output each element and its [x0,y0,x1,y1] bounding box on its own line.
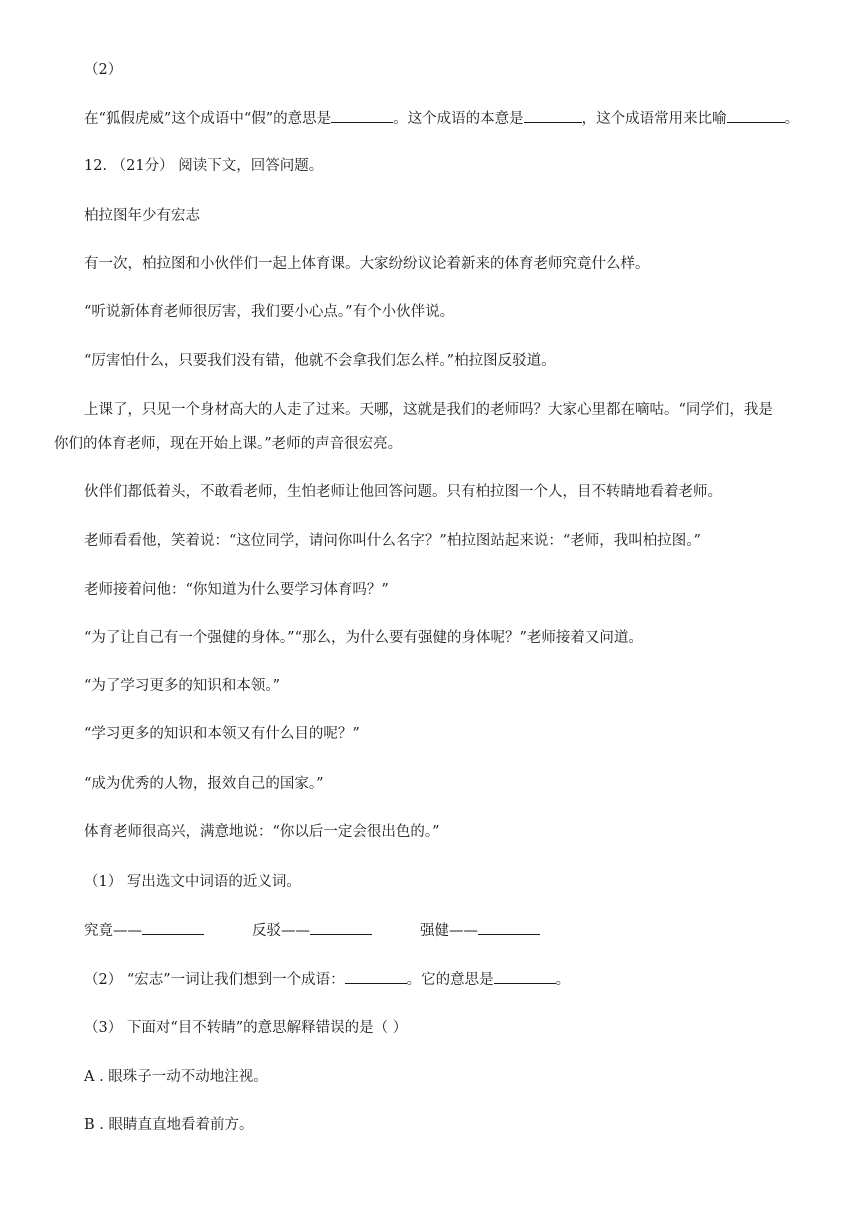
q12-sub2-text-c: 。 [555,972,571,988]
option-a[interactable]: A . 眼珠子一动不动地注视。 [84,1069,268,1085]
passage-paragraph-continued: 你们的体育老师，现在开始上课。”老师的声音很宏亮。 [54,436,403,452]
q12-sub3-label: （3） 下面对“目不转睛”的意思解释错误的是（ ） [84,1020,408,1036]
passage-paragraph: 老师看看他，笑着说：“这位同学，请问你叫什么名字？”柏拉图站起来说：“老师，我叫柏拉图。” [84,533,701,549]
answer-blank[interactable] [727,108,785,123]
passage-paragraph: “成为优秀的人物，报效自己的国家。” [84,776,324,792]
answer-blank[interactable] [478,920,540,935]
passage-paragraph: 伙伴们都低着头，不敢看老师，生怕老师让他回答问题。只有柏拉图一个人，目不转睛地看着老师。 [84,484,722,500]
q12-sub2-text-b: 。它的意思是 [406,972,494,988]
q12-sub2-question [84,969,570,990]
passage-paragraph: 上课了，只见一个身材高大的人走了过来。天哪，这就是我们的老师吗？大家心里都在嘀咕。“同学们，我是 [84,402,773,418]
q11-sub2-question [84,108,799,129]
answer-blank[interactable] [345,969,407,984]
q12-sub1-label: （1） 写出选文中词语的近义词。 [84,874,301,890]
synonym-word: 究竟—— [84,923,142,939]
answer-blank[interactable] [142,920,204,935]
q11-sub2-text-c: ，这个成语常用来比喻 [581,111,727,127]
passage-title: 柏拉图年少有宏志 [84,208,200,224]
synonym-word: 反驳—— [252,923,310,939]
synonym-item [252,920,420,941]
passage-paragraph: “厉害怕什么，只要我们没有错，他就不会拿我们怎么样。”柏拉图反驳道。 [84,353,556,369]
passage-paragraph: “学习更多的知识和本领又有什么目的呢？” [84,726,360,742]
synonym-item [84,920,252,941]
passage-paragraph: “为了学习更多的知识和本领。” [84,678,281,694]
passage-paragraph: 体育老师很高兴，满意地说：“你以后一定会很出色的。” [84,824,440,840]
q12-header: 12. （21分） 阅读下文，回答问题。 [84,158,324,174]
answer-blank[interactable] [494,969,556,984]
synonym-word: 强健—— [420,923,478,939]
answer-blank[interactable] [331,108,393,123]
passage-paragraph: “为了让自己有一个强健的身体。”“那么，为什么要有强健的身体呢？”老师接着又问道。 [84,630,643,646]
answer-blank[interactable] [524,108,582,123]
passage-paragraph: 有一次，柏拉图和小伙伴们一起上体育课。大家纷纷议论着新来的体育老师究竟什么样。 [84,256,650,272]
q11-sub2-text-b: 。这个成语的本意是 [393,111,524,127]
passage-paragraph: “听说新体育老师很厉害，我们要小心点。”有个小伙伴说。 [84,304,455,320]
q12-sub2-text-a: （2） “宏志”一词让我们想到一个成语： [84,972,345,988]
q12-sub1-words [84,920,540,941]
answer-blank[interactable] [310,920,372,935]
q11-sub2-text-d: 。 [784,111,800,127]
q11-sub2-text-a: 在“狐假虎威”这个成语中“假”的意思是 [84,111,332,127]
q11-sub2-label: （2） [84,62,123,78]
synonym-item [420,920,540,941]
option-b[interactable]: B . 眼睛直直地看着前方。 [84,1117,254,1133]
passage-paragraph: 老师接着问他：“你知道为什么要学习体育吗？” [84,582,389,598]
